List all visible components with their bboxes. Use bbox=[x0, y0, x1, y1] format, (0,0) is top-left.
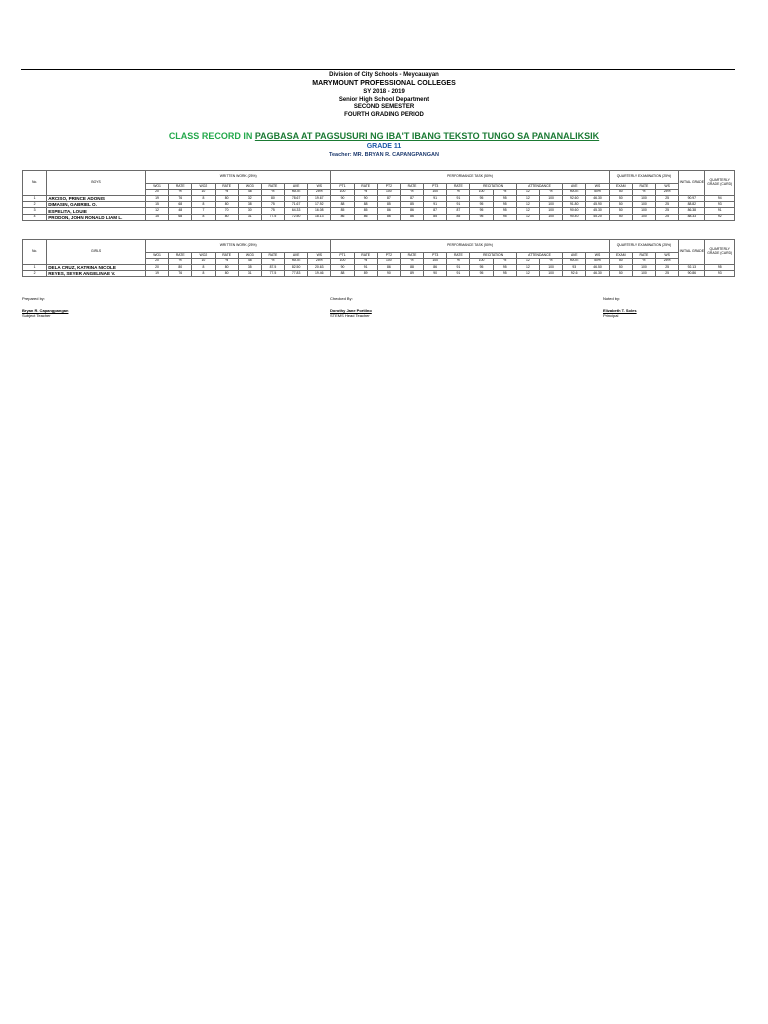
score-cell: 85 bbox=[447, 214, 470, 220]
score-cell: 25 bbox=[656, 271, 679, 277]
score-cell: 95 bbox=[470, 214, 493, 220]
score-cell: 95 bbox=[470, 264, 493, 270]
pt-max-score: RATE bbox=[563, 258, 586, 264]
student-number: 4 bbox=[23, 214, 47, 220]
score-cell: 12 bbox=[516, 214, 539, 220]
score-cell: 31 bbox=[238, 271, 261, 277]
pt-column-header: RATE bbox=[354, 253, 377, 259]
teacher-name: Teacher: MR. BRYAN R. CAPANGPANGAN bbox=[329, 152, 439, 158]
score-cell: 95 bbox=[470, 271, 493, 277]
class-record-title bbox=[0, 131, 768, 141]
score-cell: 8 bbox=[192, 195, 215, 201]
score-cell: 95 bbox=[493, 271, 516, 277]
score-cell: 87 bbox=[377, 195, 400, 201]
score-cell: 93 bbox=[705, 202, 735, 208]
score-cell: 95 bbox=[493, 208, 516, 214]
pt-column-header: RECITATION bbox=[470, 253, 516, 259]
score-cell: 19 bbox=[145, 195, 168, 201]
qe-column-header: RATE bbox=[632, 253, 655, 259]
score-cell: 70 bbox=[215, 208, 238, 214]
score-cell: 12 bbox=[516, 264, 539, 270]
score-cell: 100 bbox=[632, 195, 655, 201]
student-row bbox=[23, 271, 735, 277]
pt-max-score: 50% bbox=[586, 189, 609, 195]
score-cell: 90 bbox=[424, 271, 447, 277]
checked-by-title: STEMS Head Teacher bbox=[330, 313, 370, 319]
ww-column-header: WO1 bbox=[145, 253, 168, 259]
score-cell: 12 bbox=[516, 202, 539, 208]
score-cell: 77.5 bbox=[261, 271, 284, 277]
score-cell: 77.5 bbox=[261, 214, 284, 220]
pt-max-score: % bbox=[354, 189, 377, 195]
score-cell: 90 bbox=[354, 195, 377, 201]
score-cell: 80 bbox=[215, 202, 238, 208]
pt-max-score: 12 bbox=[516, 189, 539, 195]
score-cell: 100 bbox=[632, 264, 655, 270]
score-cell: 50 bbox=[609, 264, 632, 270]
score-cell: 80 bbox=[215, 264, 238, 270]
score-cell: 90 bbox=[331, 195, 354, 201]
pt-column-header: RATE bbox=[447, 184, 470, 190]
score-cell: 50 bbox=[609, 195, 632, 201]
score-cell: 85 bbox=[354, 208, 377, 214]
student-row bbox=[23, 214, 735, 220]
student-name: ESPELITA, LOUIE bbox=[47, 208, 146, 214]
score-cell: 86 bbox=[400, 214, 423, 220]
score-cell: 88.33 bbox=[679, 214, 705, 220]
score-cell: 72.50 bbox=[285, 214, 308, 220]
score-cell: 100 bbox=[539, 264, 562, 270]
ww-max-score: % bbox=[215, 258, 238, 264]
score-cell: 86 bbox=[377, 214, 400, 220]
semester: SECOND SEMESTER bbox=[353, 104, 415, 110]
score-cell: 89 bbox=[400, 271, 423, 277]
initial-grade-header: INITIAL GRADE bbox=[679, 171, 705, 196]
score-cell: 7 bbox=[192, 208, 215, 214]
ww-column-header: RATE bbox=[215, 184, 238, 190]
score-cell: 46.30 bbox=[586, 195, 609, 201]
score-cell: 19.46 bbox=[308, 271, 331, 277]
group-label: BOYS bbox=[47, 171, 146, 196]
score-cell: 86.38 bbox=[679, 208, 705, 214]
score-cell: 91.80 bbox=[563, 202, 586, 208]
score-cell: 20 bbox=[145, 264, 168, 270]
pt-max-score: 100 bbox=[424, 258, 447, 264]
score-cell: 86 bbox=[400, 208, 423, 214]
pt-max-score: % bbox=[400, 258, 423, 264]
score-cell: 86 bbox=[424, 264, 447, 270]
score-cell: 95 bbox=[470, 202, 493, 208]
ww-max-score: % bbox=[261, 189, 284, 195]
score-cell: 19 bbox=[145, 271, 168, 277]
score-cell: 25 bbox=[656, 264, 679, 270]
ww-column-header: RATE bbox=[169, 184, 192, 190]
score-cell: 50 bbox=[609, 202, 632, 208]
score-cell: 85 bbox=[424, 214, 447, 220]
score-cell: 92.60 bbox=[563, 195, 586, 201]
score-cell: 91 bbox=[447, 271, 470, 277]
pt-max-score: 12 bbox=[516, 258, 539, 264]
score-cell: 8 bbox=[192, 271, 215, 277]
ww-column-header: WO2 bbox=[192, 184, 215, 190]
ww-column-header: AVE bbox=[285, 184, 308, 190]
score-cell: 91 bbox=[424, 195, 447, 201]
pt-column-header: AVE bbox=[563, 184, 586, 190]
qe-max-score: % bbox=[632, 189, 655, 195]
score-cell: 15 bbox=[145, 214, 168, 220]
score-cell: 16.08 bbox=[308, 208, 331, 214]
score-cell: 90 bbox=[331, 264, 354, 270]
score-cell: 90 bbox=[377, 271, 400, 277]
score-cell: 94 bbox=[705, 195, 735, 201]
ww-max-score: 48 bbox=[238, 189, 261, 195]
pt-column-header: WS bbox=[586, 184, 609, 190]
score-cell: 8 bbox=[192, 264, 215, 270]
subject-name: PAGBASA AT PAGSUSURI NG IBA'T IBANG TEKSTO TUNGO SA PANANALIKSIK bbox=[254, 131, 600, 141]
score-cell: 88.82 bbox=[679, 202, 705, 208]
ww-max-score: 20 bbox=[145, 189, 168, 195]
initial-grade-header: INITIAL GRADE bbox=[679, 240, 705, 265]
score-cell: 64.33 bbox=[285, 208, 308, 214]
pt-max-score: RATE bbox=[563, 189, 586, 195]
score-cell: 88 bbox=[354, 202, 377, 208]
score-cell: 92.6 bbox=[563, 271, 586, 277]
pt-column-header: PT3 bbox=[424, 253, 447, 259]
pt-max-score: % bbox=[493, 258, 516, 264]
pt-max-score: % bbox=[354, 258, 377, 264]
score-cell: 38 bbox=[238, 202, 261, 208]
pt-max-score: % bbox=[493, 189, 516, 195]
qe-column-header: WS bbox=[656, 253, 679, 259]
score-cell: 95 bbox=[470, 208, 493, 214]
ww-max-score: % bbox=[169, 189, 192, 195]
score-cell: 35 bbox=[238, 264, 261, 270]
score-cell: 82.50 bbox=[285, 264, 308, 270]
score-cell: 90.97 bbox=[679, 195, 705, 201]
checked-by-name: Dorothy Jane Portilno bbox=[330, 308, 372, 314]
ww-max-score: RATE bbox=[285, 189, 308, 195]
no-header: No. bbox=[23, 240, 47, 265]
score-cell: 46.30 bbox=[586, 271, 609, 277]
score-cell: 88 bbox=[331, 271, 354, 277]
student-name: DELA CRUZ, KATRINA NICOLE bbox=[47, 264, 146, 270]
score-cell: 46.50 bbox=[586, 264, 609, 270]
ww-max-score: % bbox=[215, 189, 238, 195]
score-cell: 80 bbox=[215, 214, 238, 220]
score-cell: 85 bbox=[377, 202, 400, 208]
score-cell: 88 bbox=[331, 202, 354, 208]
prepared-by-label: Prepared by: bbox=[22, 296, 45, 301]
score-cell: 95 bbox=[493, 264, 516, 270]
score-cell: 88 bbox=[400, 264, 423, 270]
pt-max-score: 100 bbox=[377, 258, 400, 264]
score-cell: 32 bbox=[238, 195, 261, 201]
score-cell: 76 bbox=[169, 271, 192, 277]
score-cell: 100 bbox=[539, 271, 562, 277]
pt-column-header: ATTENDANCE bbox=[516, 184, 562, 190]
score-cell: 85 bbox=[400, 202, 423, 208]
checked-by-label: Checked By: bbox=[330, 296, 353, 301]
pt-column-header: RECITATION bbox=[470, 184, 516, 190]
pt-column-header: ATTENDANCE bbox=[516, 253, 562, 259]
ww-max-score: % bbox=[169, 258, 192, 264]
pt-max-score: % bbox=[539, 189, 562, 195]
score-cell: 80 bbox=[261, 195, 284, 201]
score-cell: 91 bbox=[447, 195, 470, 201]
score-cell: 100 bbox=[539, 214, 562, 220]
pt-column-header: RATE bbox=[447, 253, 470, 259]
score-cell: 30 bbox=[238, 208, 261, 214]
ww-max-score: 10 bbox=[192, 189, 215, 195]
ww-column-header: WO3 bbox=[238, 253, 261, 259]
score-cell: 50 bbox=[609, 214, 632, 220]
quarterly-exam-header: QUARTERLY EXAMINATION (25%) bbox=[609, 240, 679, 253]
score-cell: 76 bbox=[169, 195, 192, 201]
pt-column-header: RATE bbox=[400, 184, 423, 190]
qe-max-score: 50 bbox=[609, 189, 632, 195]
division-name: Division of City Schools - Meycauayan bbox=[329, 72, 439, 78]
grading-period: FOURTH GRADING PERIOD bbox=[344, 111, 424, 118]
no-header: No. bbox=[23, 171, 47, 196]
score-cell: 45.20 bbox=[586, 214, 609, 220]
pt-column-header: PT3 bbox=[424, 184, 447, 190]
student-name: ARCISO, PRINCE ADONIS bbox=[47, 195, 146, 201]
written-work-header: WRITTEN WORK (25%) bbox=[145, 171, 330, 184]
score-cell: 8 bbox=[192, 214, 215, 220]
score-cell: 87 bbox=[424, 208, 447, 214]
score-cell: 91 bbox=[424, 202, 447, 208]
score-cell: 8 bbox=[192, 202, 215, 208]
score-cell: 12 bbox=[516, 271, 539, 277]
ww-column-header: AVE bbox=[285, 253, 308, 259]
ww-max-score: % bbox=[261, 258, 284, 264]
score-cell: 87 bbox=[400, 195, 423, 201]
noted-by-title: Principal bbox=[603, 313, 619, 319]
written-work-header: WRITTEN WORK (25%) bbox=[145, 240, 330, 253]
student-name: PRODON, JOHN RONALD LIAM L. bbox=[47, 214, 146, 220]
student-number: 1 bbox=[23, 195, 47, 201]
score-cell: 80 bbox=[169, 264, 192, 270]
checked-by-block bbox=[330, 296, 372, 319]
score-cell: 80 bbox=[215, 195, 238, 201]
ww-column-header: WO2 bbox=[192, 253, 215, 259]
score-cell: 50 bbox=[609, 271, 632, 277]
student-number: 2 bbox=[23, 202, 47, 208]
score-cell: 92.13 bbox=[679, 264, 705, 270]
score-cell: 15 bbox=[145, 202, 168, 208]
pt-max-score: 100 bbox=[377, 189, 400, 195]
score-cell: 93 bbox=[705, 271, 735, 277]
ww-max-score: 10 bbox=[192, 258, 215, 264]
pt-column-header: RATE bbox=[400, 253, 423, 259]
student-number: 1 bbox=[23, 264, 47, 270]
score-cell: 25 bbox=[656, 214, 679, 220]
girls-record-table bbox=[22, 239, 735, 277]
score-cell: 90.40 bbox=[563, 214, 586, 220]
pt-column-header: AVE bbox=[563, 253, 586, 259]
score-cell: 92 bbox=[705, 214, 735, 220]
pt-max-score: 100 bbox=[331, 189, 354, 195]
ww-column-header: WS bbox=[308, 184, 331, 190]
score-cell: 95 bbox=[705, 264, 735, 270]
pt-max-score: % bbox=[447, 189, 470, 195]
prepared-by-title: Subject Teacher bbox=[22, 313, 51, 319]
score-cell: 78.67 bbox=[285, 195, 308, 201]
score-cell: 25 bbox=[656, 195, 679, 201]
boys-record-table bbox=[22, 170, 735, 221]
qe-column-header: EXAM bbox=[609, 184, 632, 190]
noted-by-label: Noted by: bbox=[603, 296, 621, 301]
score-cell: 90.60 bbox=[563, 208, 586, 214]
qe-max-score: 25% bbox=[656, 258, 679, 264]
score-cell: 86 bbox=[377, 264, 400, 270]
performance-task-header: PERFORMANCE TASK (50%) bbox=[331, 171, 609, 184]
school-year: SY 2018 - 2019 bbox=[363, 89, 405, 95]
pt-column-header: PT2 bbox=[377, 253, 400, 259]
score-cell: 93 bbox=[563, 264, 586, 270]
pt-max-score: 100 bbox=[470, 258, 493, 264]
quarterly-grade-header: QUARTERLY GRADE (CARD) bbox=[705, 240, 735, 265]
score-cell: 86 bbox=[354, 214, 377, 220]
ww-column-header: WO1 bbox=[145, 184, 168, 190]
score-cell: 90.86 bbox=[679, 271, 705, 277]
quarterly-exam-header: QUARTERLY EXAMINATION (25%) bbox=[609, 171, 679, 184]
score-cell: 100 bbox=[632, 208, 655, 214]
title-prefix: CLASS RECORD IN bbox=[168, 131, 253, 141]
ww-max-score: 25% bbox=[308, 258, 331, 264]
pt-max-score: 100 bbox=[424, 189, 447, 195]
score-cell: 48 bbox=[169, 208, 192, 214]
score-cell: 68 bbox=[169, 214, 192, 220]
score-cell: 100 bbox=[632, 271, 655, 277]
school-header bbox=[0, 72, 768, 119]
score-cell: 100 bbox=[539, 195, 562, 201]
score-cell: 85 bbox=[331, 208, 354, 214]
ww-column-header: RATE bbox=[215, 253, 238, 259]
qe-max-score: 25% bbox=[656, 189, 679, 195]
score-cell: 25 bbox=[656, 208, 679, 214]
header-row bbox=[23, 240, 735, 253]
score-cell: 12 bbox=[516, 195, 539, 201]
score-cell: 95 bbox=[493, 195, 516, 201]
ww-max-score: 25% bbox=[308, 189, 331, 195]
ww-column-header: WO3 bbox=[238, 184, 261, 190]
score-cell: 95 bbox=[493, 214, 516, 220]
score-cell: 91 bbox=[705, 208, 735, 214]
score-cell: 18.13 bbox=[308, 214, 331, 220]
score-cell: 95 bbox=[493, 202, 516, 208]
score-cell: 45.30 bbox=[586, 208, 609, 214]
pt-max-score: % bbox=[539, 258, 562, 264]
student-number: 3 bbox=[23, 208, 47, 214]
department-name: Senior High School Department bbox=[338, 96, 430, 103]
score-cell: 91 bbox=[447, 202, 470, 208]
ww-column-header: RATE bbox=[261, 253, 284, 259]
pt-max-score: 50% bbox=[586, 258, 609, 264]
score-cell: 45.90 bbox=[586, 202, 609, 208]
qe-max-score: % bbox=[632, 258, 655, 264]
prepared-by-block bbox=[22, 296, 68, 319]
ww-column-header: RATE bbox=[169, 253, 192, 259]
score-cell: 100 bbox=[539, 202, 562, 208]
noted-by-block bbox=[603, 296, 637, 319]
pt-max-score: % bbox=[400, 189, 423, 195]
group-label: GIRLS bbox=[47, 240, 146, 265]
score-cell: 87 bbox=[447, 208, 470, 214]
score-cell: 75 bbox=[261, 208, 284, 214]
score-cell: 80 bbox=[215, 271, 238, 277]
qe-max-score: 50 bbox=[609, 258, 632, 264]
score-cell: 75 bbox=[261, 202, 284, 208]
pt-column-header: PT1 bbox=[331, 184, 354, 190]
score-cell: 100 bbox=[539, 208, 562, 214]
score-cell: 12 bbox=[145, 208, 168, 214]
score-cell: 12 bbox=[516, 208, 539, 214]
quarterly-grade-header: QUARTERLY GRADE (CARD) bbox=[705, 171, 735, 196]
score-cell: 19.67 bbox=[308, 195, 331, 201]
score-cell: 86 bbox=[377, 208, 400, 214]
score-cell: 95 bbox=[470, 195, 493, 201]
pt-max-score: 100 bbox=[331, 258, 354, 264]
score-cell: 25 bbox=[656, 202, 679, 208]
noted-by-name: Elizabeth T. Soles bbox=[603, 308, 637, 314]
score-cell: 20.63 bbox=[308, 264, 331, 270]
ww-max-score: 20 bbox=[145, 258, 168, 264]
pt-max-score: 100 bbox=[470, 189, 493, 195]
performance-task-header: PERFORMANCE TASK (50%) bbox=[331, 240, 609, 253]
pt-column-header: PT2 bbox=[377, 184, 400, 190]
grade-level: GRADE 11 bbox=[366, 143, 402, 150]
score-cell: 50 bbox=[609, 208, 632, 214]
score-cell: 91 bbox=[447, 264, 470, 270]
student-number: 2 bbox=[23, 271, 47, 277]
score-cell: 87.5 bbox=[261, 264, 284, 270]
pt-column-header: RATE bbox=[354, 184, 377, 190]
score-cell: 100 bbox=[632, 202, 655, 208]
ww-column-header: WS bbox=[308, 253, 331, 259]
qe-column-header: RATE bbox=[632, 184, 655, 190]
qe-column-header: WS bbox=[656, 184, 679, 190]
score-cell: 17.92 bbox=[308, 202, 331, 208]
score-cell: 31 bbox=[238, 214, 261, 220]
ww-max-score: 48 bbox=[238, 258, 261, 264]
score-cell: 100 bbox=[632, 214, 655, 220]
score-cell: 86 bbox=[331, 214, 354, 220]
ww-column-header: RATE bbox=[261, 184, 284, 190]
score-cell: 77.83 bbox=[285, 271, 308, 277]
student-name: REYES, SEYER ANGELINAE V. bbox=[47, 271, 146, 277]
score-cell: 68 bbox=[169, 202, 192, 208]
score-cell: 71.67 bbox=[285, 202, 308, 208]
score-cell: 91 bbox=[354, 264, 377, 270]
header-row bbox=[23, 171, 735, 184]
student-name: DIMASIN, GABRIEL O. bbox=[47, 202, 146, 208]
top-rule bbox=[21, 69, 735, 70]
score-cell: 89 bbox=[354, 271, 377, 277]
qe-column-header: EXAM bbox=[609, 253, 632, 259]
pt-column-header: WS bbox=[586, 253, 609, 259]
ww-max-score: RATE bbox=[285, 258, 308, 264]
school-name: MARYMOUNT PROFESSIONAL COLLEGES bbox=[312, 80, 456, 87]
prepared-by-name: Bryan R. Capangpangan bbox=[22, 308, 69, 314]
pt-column-header: PT1 bbox=[331, 253, 354, 259]
pt-max-score: % bbox=[447, 258, 470, 264]
